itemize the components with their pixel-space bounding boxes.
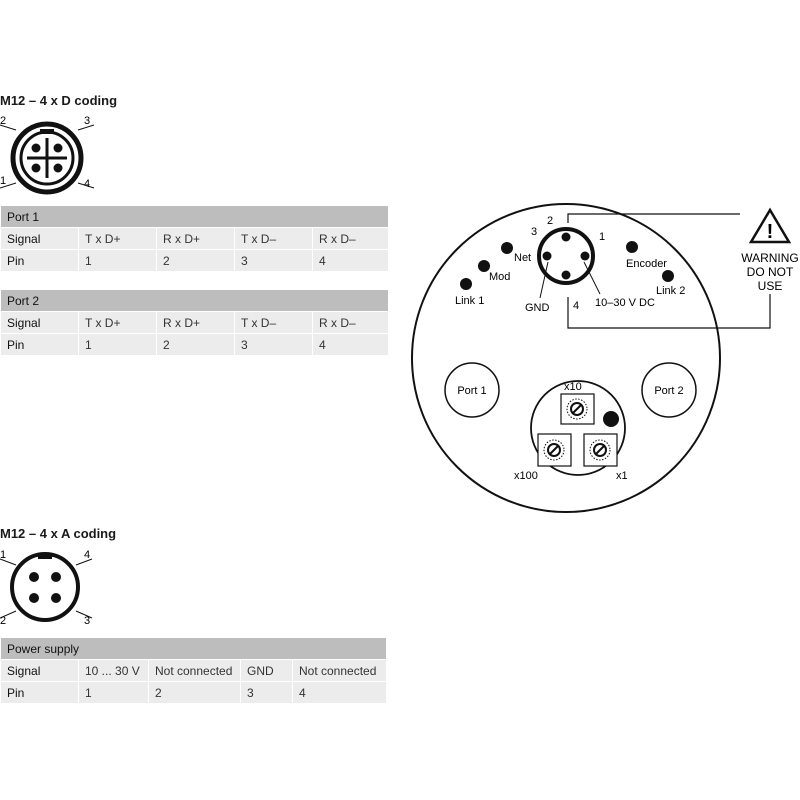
port2-signal-cell: R x D+ bbox=[157, 312, 235, 334]
led-link1-icon bbox=[460, 278, 472, 290]
power-pin-cell: 3 bbox=[241, 682, 293, 704]
port1-pin-label: Pin bbox=[1, 250, 79, 272]
port1-signal-cell: R x D+ bbox=[157, 228, 235, 250]
power-supply-title: Power supply bbox=[1, 638, 387, 660]
port1-pin-cell: 4 bbox=[313, 250, 389, 272]
a-pin-label-2: 2 bbox=[0, 615, 7, 627]
port1-signal-cell: R x D– bbox=[313, 228, 389, 250]
connector-pin-4: 4 bbox=[573, 300, 580, 312]
power-supply-table bbox=[0, 637, 387, 704]
a-coding-heading: M12 – 4 x A coding bbox=[0, 526, 117, 541]
d-pin-label-4: 4 bbox=[84, 178, 91, 190]
warning-exclamation: ! bbox=[766, 221, 774, 243]
rotary-switch-x1[interactable] bbox=[584, 434, 617, 466]
connector-pin-1: 1 bbox=[599, 231, 606, 243]
switch-area-marker bbox=[603, 411, 619, 427]
connector-pin-3: 3 bbox=[531, 226, 538, 238]
d-coding-heading: M12 – 4 x D coding bbox=[0, 93, 118, 108]
device-top-view-diagram bbox=[400, 190, 800, 520]
port2-pin-cell: 1 bbox=[79, 334, 157, 356]
port2-table bbox=[0, 289, 389, 356]
switch-x10-label: x10 bbox=[564, 381, 582, 393]
power-signal-cell: Not connected bbox=[149, 660, 241, 682]
port1-pin-cell: 3 bbox=[235, 250, 313, 272]
d-pin-label-2: 2 bbox=[0, 115, 7, 127]
power-signal-cell: 10 ... 30 V bbox=[79, 660, 149, 682]
power-signal-cell: GND bbox=[241, 660, 293, 682]
led-link1-label: Link 1 bbox=[455, 295, 485, 307]
port2-signal-label: Signal bbox=[1, 312, 79, 334]
a-coding-connector-icon bbox=[0, 546, 100, 628]
rotary-switch-x10[interactable] bbox=[561, 394, 594, 424]
port1-signal-cell: T x D+ bbox=[79, 228, 157, 250]
switch-x100-label: x100 bbox=[514, 470, 538, 482]
a-pin-label-4: 4 bbox=[84, 549, 91, 561]
port2-signal-cell: R x D– bbox=[313, 312, 389, 334]
port1-pin-cell: 1 bbox=[79, 250, 157, 272]
power-pin-cell: 1 bbox=[79, 682, 149, 704]
port1-table bbox=[0, 205, 389, 272]
port1-socket-label: Port 1 bbox=[457, 385, 487, 397]
port2-signal-cell: T x D– bbox=[235, 312, 313, 334]
d-pin-label-3: 3 bbox=[84, 115, 91, 127]
led-net-label: Net bbox=[514, 252, 532, 264]
led-link2-label: Link 2 bbox=[656, 285, 686, 297]
port1-title: Port 1 bbox=[1, 206, 389, 228]
port2-pin-label: Pin bbox=[1, 334, 79, 356]
switch-x1-label: x1 bbox=[616, 470, 628, 482]
port2-title: Port 2 bbox=[1, 290, 389, 312]
warning-line-1: WARNING bbox=[741, 251, 799, 265]
connector-pin-2: 2 bbox=[547, 215, 554, 227]
a-pin-label-3: 3 bbox=[84, 615, 91, 627]
power-signal-label: Signal bbox=[1, 660, 79, 682]
power-pin-label: Pin bbox=[1, 682, 79, 704]
warning-line-2: DO NOT bbox=[746, 265, 794, 279]
port1-signal-label: Signal bbox=[1, 228, 79, 250]
port2-signal-cell: T x D+ bbox=[79, 312, 157, 334]
port2-pin-cell: 3 bbox=[235, 334, 313, 356]
power-pin-cell: 4 bbox=[293, 682, 387, 704]
port2-pin-cell: 2 bbox=[157, 334, 235, 356]
port2-pin-cell: 4 bbox=[313, 334, 389, 356]
warning-line-3: USE bbox=[757, 279, 783, 293]
port1-signal-cell: T x D– bbox=[235, 228, 313, 250]
d-pin-label-1: 1 bbox=[0, 175, 7, 187]
supply-label: 10–30 V DC bbox=[595, 297, 655, 309]
led-encoder-icon bbox=[626, 241, 638, 253]
port2-socket-label: Port 2 bbox=[654, 385, 684, 397]
power-signal-cell: Not connected bbox=[293, 660, 387, 682]
led-link2-icon bbox=[662, 270, 674, 282]
led-net-icon bbox=[501, 242, 513, 254]
led-encoder-label: Encoder bbox=[626, 258, 667, 270]
power-pin-cell: 2 bbox=[149, 682, 241, 704]
power-connector-icon bbox=[539, 229, 593, 283]
a-pin-label-1: 1 bbox=[0, 549, 7, 561]
port1-pin-cell: 2 bbox=[157, 250, 235, 272]
rotary-switch-x100[interactable] bbox=[538, 434, 571, 466]
warning-triangle-icon bbox=[751, 210, 789, 243]
led-mod-label: Mod bbox=[489, 271, 511, 283]
gnd-label: GND bbox=[525, 302, 550, 314]
d-coding-connector-icon bbox=[0, 112, 100, 198]
